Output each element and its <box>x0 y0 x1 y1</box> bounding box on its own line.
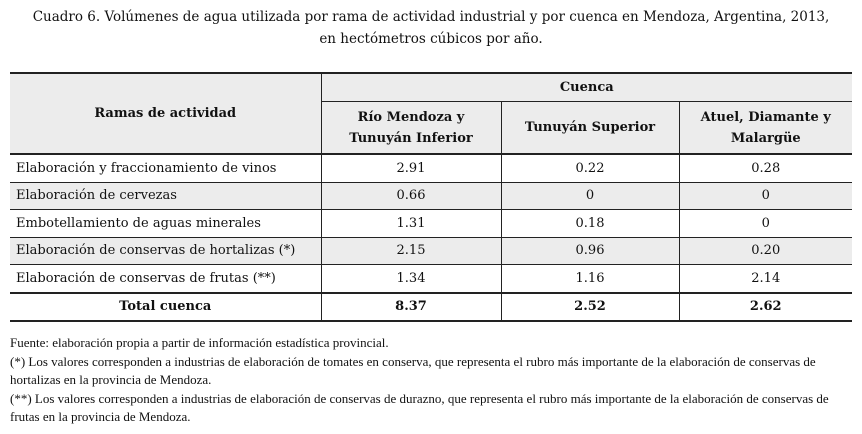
row-value: 2.14 <box>679 265 852 293</box>
table-row <box>10 210 852 238</box>
row-value: 0 <box>679 182 852 210</box>
total-value: 8.37 <box>321 293 501 321</box>
total-label: Total cuenca <box>10 293 321 321</box>
header-cuenca: Cuenca <box>321 73 852 102</box>
row-value: 0 <box>679 210 852 238</box>
table-row <box>10 154 852 182</box>
header-tunuyan-superior: Tunuyán Superior <box>501 102 679 155</box>
table-notes <box>10 334 855 427</box>
row-value: 1.16 <box>501 265 679 293</box>
header-rio-mendoza: Río Mendoza y Tunuyán Inferior <box>321 102 501 155</box>
row-label: Elaboración de conservas de hortalizas (*) <box>10 237 321 265</box>
row-label: Elaboración de cervezas <box>10 182 321 210</box>
footnote-frutas: (**) Los valores corresponden a industrias de elaboración de conservas de durazno, que representa el rubro más importante de la elaboración de conservas de frutas en la provincia de Mendoza. <box>10 390 829 424</box>
table-row <box>10 237 852 265</box>
row-value: 0.18 <box>501 210 679 238</box>
caption-line-1: Cuadro 6. Volúmenes de agua utilizada por rama de actividad industrial y por cuenca en Mendoza, Argentina, 2013, <box>32 9 830 25</box>
row-value: 0.22 <box>501 154 679 182</box>
caption-line-2: en hectómetros cúbicos por año. <box>319 31 543 47</box>
footnote-hortalizas: (*) Los valores corresponden a industrias de elaboración de tomates en conserva, que representa el rubro más importante de la elaboración de conservas de hortalizas en la provincia de Mendoza. <box>10 353 816 387</box>
table-caption <box>0 6 862 50</box>
row-value: 0.28 <box>679 154 852 182</box>
row-value: 1.34 <box>321 265 501 293</box>
header-atuel-diamante: Atuel, Diamante y Malargüe <box>679 102 852 155</box>
total-value: 2.62 <box>679 293 852 321</box>
row-value: 0.96 <box>501 237 679 265</box>
row-value: 2.91 <box>321 154 501 182</box>
row-label: Embotellamiento de aguas minerales <box>10 210 321 238</box>
header-ramas-de-actividad: Ramas de actividad <box>10 73 321 154</box>
row-value: 1.31 <box>321 210 501 238</box>
row-label: Elaboración de conservas de frutas (**) <box>10 265 321 293</box>
row-value: 0 <box>501 182 679 210</box>
table-row <box>10 265 852 293</box>
table-row <box>10 182 852 210</box>
row-value: 0.20 <box>679 237 852 265</box>
row-label: Elaboración y fraccionamiento de vinos <box>10 154 321 182</box>
source-note: Fuente: elaboración propia a partir de información estadística provincial. <box>10 335 389 350</box>
row-value: 0.66 <box>321 182 501 210</box>
total-row <box>10 293 852 321</box>
row-value: 2.15 <box>321 237 501 265</box>
water-usage-table <box>10 72 852 322</box>
total-value: 2.52 <box>501 293 679 321</box>
